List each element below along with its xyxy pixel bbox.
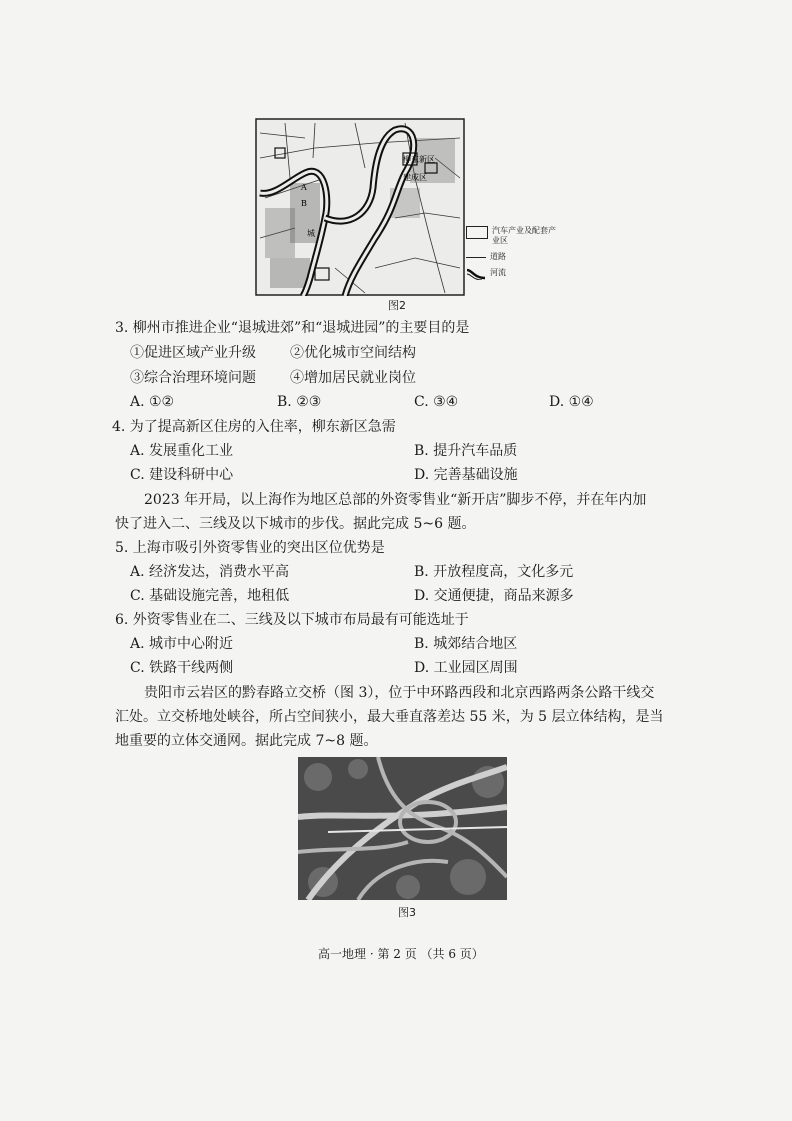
figure2-caption: 图2 — [388, 299, 406, 312]
intro78-line1: 贵阳市云岩区的黔春路立交桥（图 3），位于中环路西段和北京西路两条公路干线交 — [144, 685, 655, 701]
q4-stem: 4. 为了提高新区住房的入住率，柳东新区急需 — [112, 419, 396, 435]
q3-item-3: ③综合治理环境问题 — [130, 370, 256, 386]
road-line-icon — [466, 257, 486, 258]
legend-road — [466, 252, 556, 262]
q4-option-c: C. 建设科研中心 — [130, 467, 234, 483]
map-legend — [466, 226, 556, 286]
label-cheng: 城 — [307, 229, 315, 238]
q3-option-c: C. ③④ — [414, 394, 459, 410]
intro56-line2: 快了进入二、三线及以下城市的步伐。据此完成 5~6 题。 — [115, 516, 476, 532]
q4-option-b: B. 提升汽车品质 — [414, 443, 518, 459]
liuzhou-map — [255, 118, 465, 296]
q6-option-a: A. 城市中心附近 — [130, 636, 234, 652]
q5-option-c: C. 基础设施完善，地租低 — [130, 588, 290, 604]
legend-zone — [466, 226, 556, 246]
q3-item-4: ④增加居民就业岗位 — [290, 370, 416, 386]
q3-option-b: B. ②③ — [277, 394, 322, 410]
intro56-line1: 2023 年开局，以上海作为地区总部的外资零售业“新开店”脚步不停，并在年内加 — [144, 492, 647, 508]
river-icon — [466, 268, 486, 280]
q3-stem: 3. 柳州市推进企业“退城进郊”和“退城进园”的主要目的是 — [115, 320, 470, 336]
zone-box-icon — [466, 226, 488, 239]
q3-option-d: D. ①④ — [549, 394, 594, 410]
intro78-line3: 地重要的立体交通网。据此完成 7~8 题。 — [115, 733, 378, 749]
q6-option-d: D. 工业园区周围 — [414, 660, 518, 676]
legend-road-label: 道路 — [490, 252, 506, 261]
label-jiancheng: 建成区 — [403, 173, 427, 182]
q3-option-a: A. ①② — [130, 394, 175, 410]
q4-option-d: D. 完善基础设施 — [414, 467, 518, 483]
q5-option-a: A. 经济发达，消费水平高 — [130, 564, 290, 580]
q5-option-b: B. 开放程度高，文化多元 — [414, 564, 574, 580]
q3-item-2: ②优化城市空间结构 — [290, 345, 416, 361]
figure3-caption: 图3 — [398, 906, 416, 919]
interchange-photo — [298, 757, 507, 900]
label-a: A — [301, 183, 307, 192]
q6-option-b: B. 城郊结合地区 — [414, 636, 518, 652]
intro78-line2: 汇处。立交桥地处峡谷，所占空间狭小，最大垂直落差达 55 米，为 5 层立体结构，是当 — [115, 709, 664, 725]
map-svg — [255, 118, 465, 296]
legend-river-label: 河流 — [490, 268, 506, 277]
label-liudong: 柳东新区 — [403, 155, 435, 164]
page-footer: 高一地理 · 第 2 页 （共 6 页） — [318, 947, 484, 961]
legend-river — [466, 268, 556, 280]
q5-stem: 5. 上海市吸引外资零售业的突出区位优势是 — [115, 540, 385, 556]
q6-option-c: C. 铁路干线两侧 — [130, 660, 234, 676]
label-b: B — [301, 199, 307, 208]
q3-item-1: ①促进区域产业升级 — [130, 345, 256, 361]
q6-stem: 6. 外资零售业在二、三线及以下城市布局最有可能选址于 — [115, 612, 469, 628]
q4-option-a: A. 发展重化工业 — [130, 443, 234, 459]
legend-zone-label: 汽车产业及配套产业区 — [492, 226, 556, 245]
q5-option-d: D. 交通便捷，商品来源多 — [414, 588, 574, 604]
photo-svg — [298, 757, 507, 900]
